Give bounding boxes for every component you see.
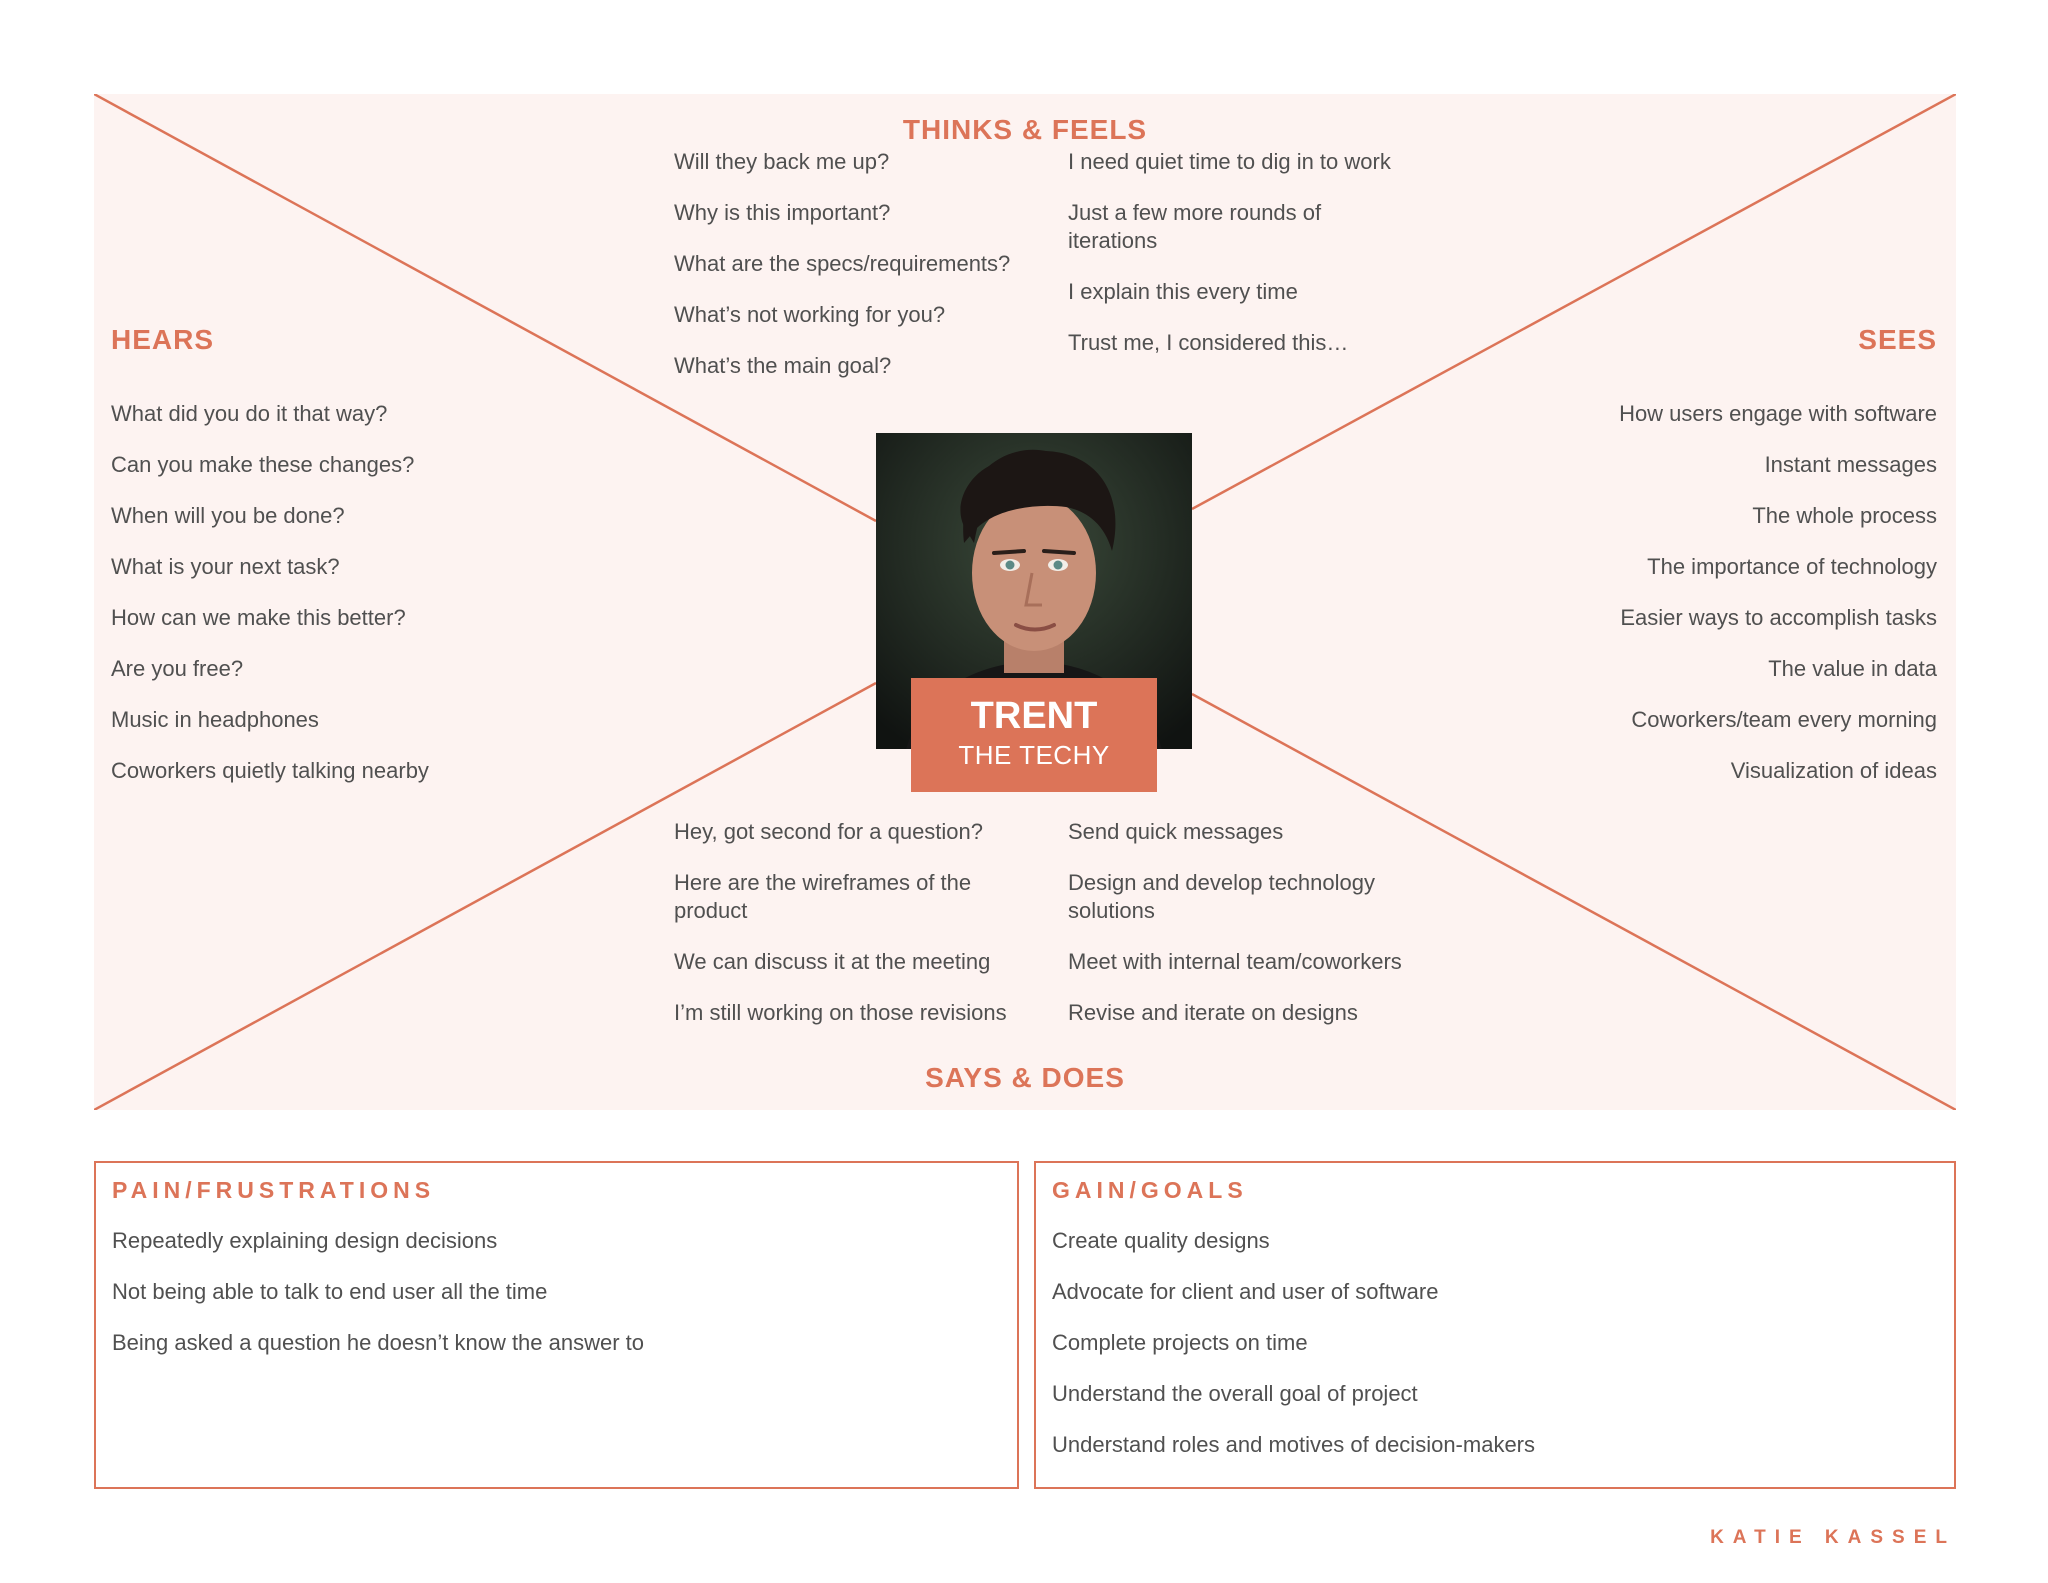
- list-item: Being asked a question he doesn’t know the answer to: [112, 1330, 645, 1355]
- persona-role: THE TECHY: [958, 740, 1110, 770]
- empathy-map: [94, 94, 1956, 1110]
- list-item: Revise and iterate on designs: [1068, 1000, 1358, 1025]
- list-item: Why is this important?: [674, 200, 891, 225]
- list-item: Music in headphones: [111, 707, 319, 732]
- list-item: Advocate for client and user of software: [1052, 1279, 1439, 1304]
- list-item: What are the specs/requirements?: [674, 251, 1011, 276]
- list-item: We can discuss it at the meeting: [674, 949, 991, 974]
- list-item: The importance of technology: [1647, 554, 1937, 579]
- list-item: Create quality designs: [1052, 1228, 1270, 1253]
- list-item: Repeatedly explaining design decisions: [112, 1228, 498, 1253]
- list-item: Understand the overall goal of project: [1052, 1381, 1418, 1406]
- list-item: Can you make these changes?: [111, 452, 415, 477]
- gain-goals-title: GAIN/GOALS: [1052, 1177, 1248, 1203]
- list-item: The whole process: [1752, 503, 1937, 528]
- says-does-list-right: [1068, 818, 1448, 1050]
- list-item: Hey, got second for a question?: [674, 819, 984, 844]
- hears-heading: HEARS: [111, 324, 215, 355]
- list-item: Are you free?: [111, 656, 244, 681]
- list-item: Just a few more rounds of iterations: [1068, 200, 1322, 253]
- gain-goals-box: [1034, 1161, 1956, 1489]
- author-credit: KATIE KASSEL: [1710, 1527, 1956, 1548]
- list-item: How can we make this better?: [111, 605, 406, 630]
- list-item: I explain this every time: [1068, 279, 1298, 304]
- list-item: Visualization of ideas: [1730, 758, 1937, 783]
- list-item: The value in data: [1768, 656, 1937, 681]
- pain-frustrations-list: [112, 1227, 644, 1380]
- list-item: What is your next task?: [111, 554, 340, 579]
- list-item: What’s the main goal?: [674, 353, 892, 378]
- gain-goals-list: [1052, 1227, 1535, 1482]
- list-item: Meet with internal team/coworkers: [1068, 949, 1402, 974]
- thinks-feels-list-left: [674, 148, 1054, 403]
- list-item: Trust me, I considered this…: [1068, 330, 1349, 355]
- list-item: Here are the wireframes of the product: [674, 870, 972, 923]
- list-item: Easier ways to accomplish tasks: [1620, 605, 1937, 630]
- list-item: Will they back me up?: [674, 149, 890, 174]
- list-item: How users engage with software: [1619, 401, 1937, 426]
- list-item: When will you be done?: [111, 503, 345, 528]
- list-item: Coworkers quietly talking nearby: [111, 758, 429, 783]
- persona-name: TRENT: [970, 695, 1098, 737]
- list-item: Send quick messages: [1068, 819, 1284, 844]
- sees-list: [1497, 400, 1937, 808]
- sees-heading: SEES: [1858, 324, 1937, 355]
- persona-name-plate: [911, 678, 1157, 792]
- pain-frustrations-box: [94, 1161, 1019, 1489]
- list-item: Not being able to talk to end user all the time: [112, 1279, 548, 1304]
- list-item: What’s not working for you?: [674, 302, 946, 327]
- list-item: Design and develop technology solutions: [1068, 870, 1376, 923]
- says-does-heading: SAYS & DOES: [925, 1062, 1125, 1093]
- list-item: Coworkers/team every morning: [1631, 707, 1937, 732]
- thinks-feels-heading: THINKS & FEELS: [902, 114, 1148, 145]
- hears-list: [111, 400, 531, 808]
- list-item: I’m still working on those revisions: [674, 1000, 1007, 1025]
- list-item: I need quiet time to dig in to work: [1068, 149, 1391, 174]
- list-item: What did you do it that way?: [111, 401, 388, 426]
- list-item: Understand roles and motives of decision-makers: [1052, 1432, 1536, 1457]
- says-does-list-left: [674, 818, 1054, 1050]
- thinks-feels-list-right: [1068, 148, 1448, 380]
- list-item: Complete projects on time: [1052, 1330, 1308, 1355]
- list-item: Instant messages: [1764, 452, 1937, 477]
- pain-frustrations-title: PAIN/FRUSTRATIONS: [112, 1177, 436, 1203]
